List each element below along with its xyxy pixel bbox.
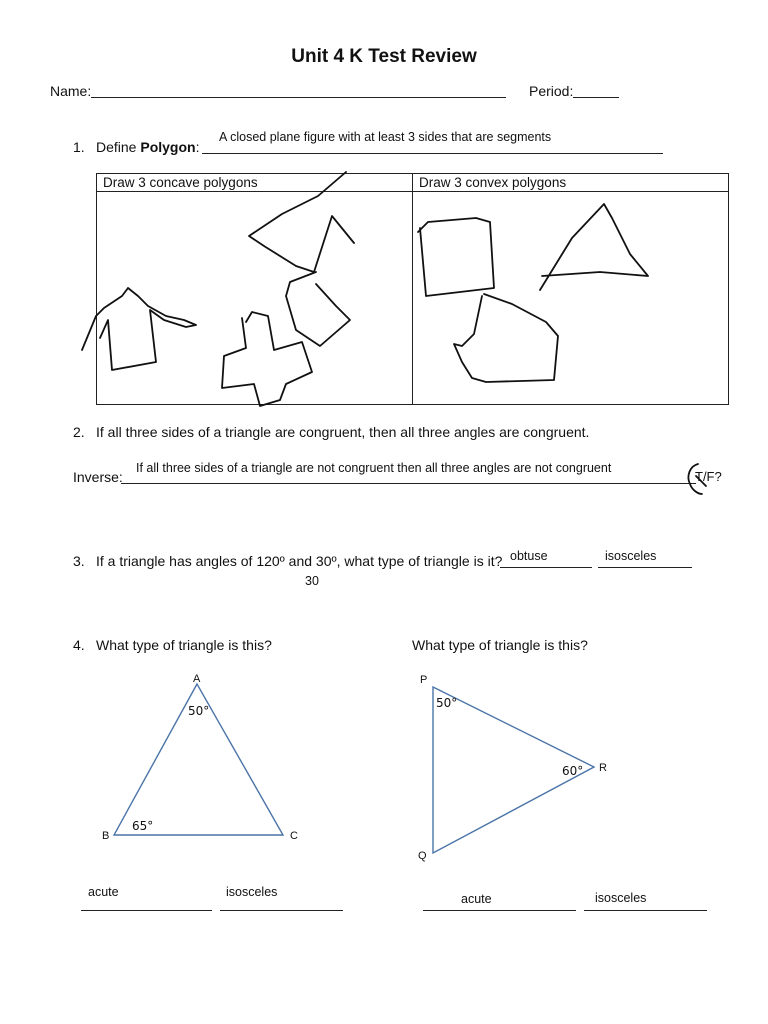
angle-a-label: 50° xyxy=(188,704,210,718)
q4-left-answer-2-line[interactable] xyxy=(220,910,343,911)
q2-number: 2. xyxy=(73,424,85,440)
angle-p-label: 50° xyxy=(436,696,458,710)
convex-header: Draw 3 convex polygons xyxy=(413,174,729,192)
q2-statement: If all three sides of a triangle are congruent, then all three angles are congruent. xyxy=(96,424,590,440)
q4-right-answer-2: isosceles xyxy=(595,891,647,905)
tf-label: T/F? xyxy=(695,469,722,484)
convex-sketch-1 xyxy=(418,218,494,296)
q4-question-left: What type of triangle is this? xyxy=(96,637,272,653)
name-label: Name: xyxy=(50,83,92,99)
q4-number: 4. xyxy=(73,637,85,653)
period-label: Period: xyxy=(529,83,574,99)
q3-question: If a triangle has angles of 120º and 30º, what type of triangle is it? xyxy=(96,553,503,569)
triangle-abc xyxy=(90,665,310,855)
q4-question-right: What type of triangle is this? xyxy=(412,637,588,653)
q1-answer: A closed plane figure with at least 3 sides that are segments xyxy=(219,130,552,144)
concave-sketch-2 xyxy=(249,172,354,272)
q3-note: 30 xyxy=(305,574,319,588)
concave-header: Draw 3 concave polygons xyxy=(97,174,413,192)
page-title: Unit 4 K Test Review xyxy=(291,46,477,67)
tf-circle-mark xyxy=(684,458,714,500)
q1-prefix: Define xyxy=(96,139,141,155)
q4-right-answer-1: acute xyxy=(461,892,492,906)
vertex-c-label: C xyxy=(290,830,298,842)
vertex-r-label: R xyxy=(599,762,607,774)
triangle-pqr xyxy=(410,665,640,865)
convex-sketch-3 xyxy=(454,294,558,382)
q3-answer-1: obtuse xyxy=(510,549,548,563)
vertex-p-label: P xyxy=(420,674,428,686)
q3-number: 3. xyxy=(73,553,85,569)
vertex-a-label: A xyxy=(193,673,201,685)
angle-b-label: 65° xyxy=(132,819,154,833)
q4-left-answer-1: acute xyxy=(88,885,119,899)
q1-term: Polygon xyxy=(140,139,196,155)
concave-sketch-1 xyxy=(82,288,196,370)
q1-suffix: : xyxy=(195,139,200,155)
q1-number: 1. xyxy=(73,139,85,155)
q4-right-answer-2-line[interactable] xyxy=(584,910,707,911)
polygon-sketches xyxy=(0,0,768,420)
q3-answer-1-line[interactable] xyxy=(500,567,592,568)
vertex-q-label: Q xyxy=(418,850,427,862)
inverse-answer-line[interactable] xyxy=(121,483,696,484)
concave-sketch-4 xyxy=(222,312,312,406)
angle-r-label: 60° xyxy=(562,764,584,778)
q4-left-answer-1-line[interactable] xyxy=(81,910,212,911)
q4-left-answer-2: isosceles xyxy=(226,885,278,899)
inverse-label: Inverse: xyxy=(73,469,123,485)
q4-right-answer-1-line[interactable] xyxy=(423,910,576,911)
q3-answer-2-line[interactable] xyxy=(598,567,692,568)
concave-sketch-3 xyxy=(286,272,350,346)
convex-sketch-2 xyxy=(540,204,648,290)
q3-answer-2: isosceles xyxy=(605,549,657,563)
vertex-b-label: B xyxy=(102,830,110,842)
inverse-answer: If all three sides of a triangle are not congruent then all three angles are not congruent xyxy=(136,461,612,475)
